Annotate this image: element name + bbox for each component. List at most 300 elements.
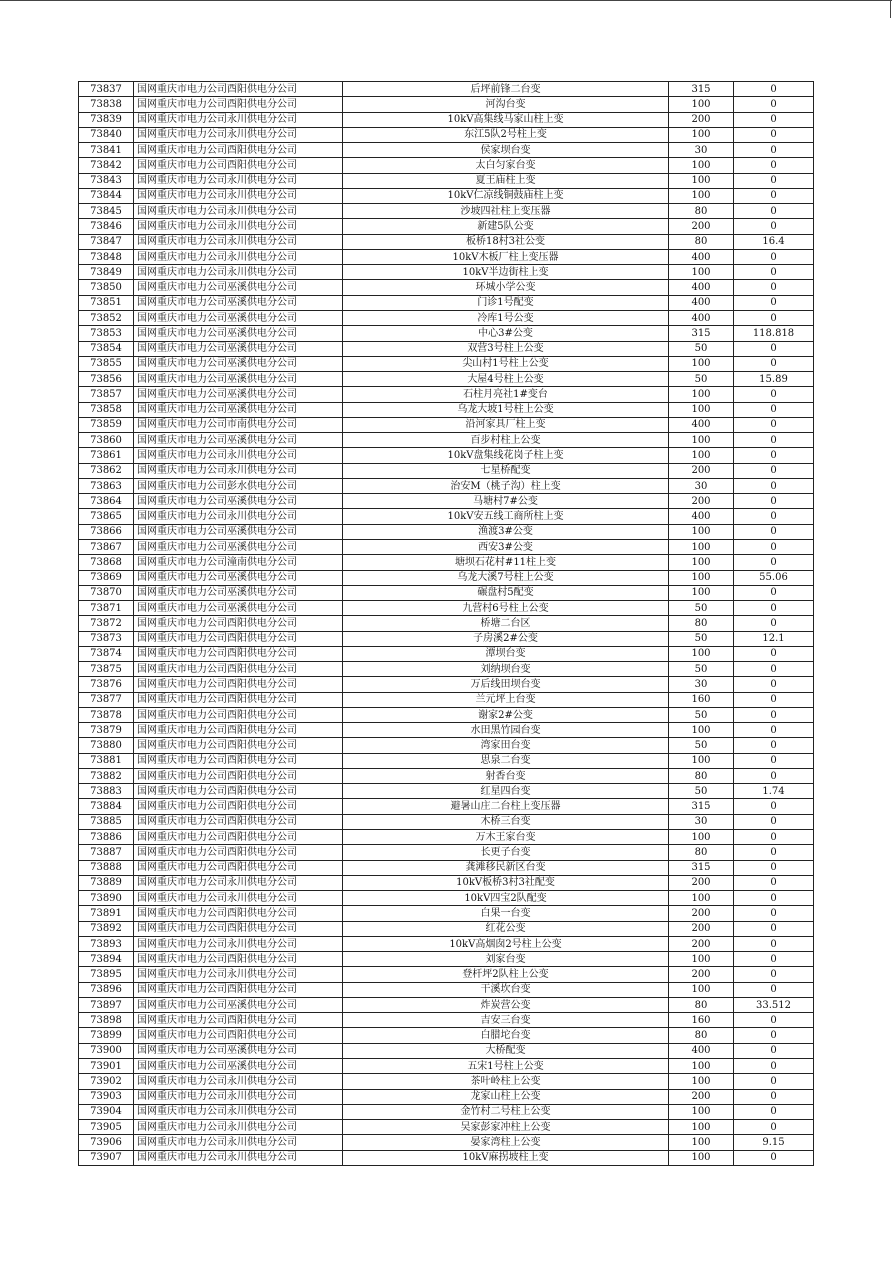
row-id-cell: 73873 — [79, 631, 134, 646]
table-row — [79, 1043, 814, 1058]
table-row — [79, 1089, 814, 1104]
row-id-cell: 73864 — [79, 494, 134, 509]
transformer-name-cell: 长更子台变 — [343, 845, 669, 860]
company-cell: 国网重庆市电力公司市南供电分公司 — [134, 417, 343, 432]
row-id-cell: 73853 — [79, 326, 134, 341]
transformer-name-cell: 白果一台变 — [343, 906, 669, 921]
value-cell: 0 — [734, 249, 814, 264]
row-id-cell: 73880 — [79, 738, 134, 753]
transformer-name-cell: 夏王庙柱上变 — [343, 173, 669, 188]
table-row — [79, 310, 814, 325]
capacity-cell: 100 — [669, 158, 734, 173]
transformer-name-cell: 河沟台变 — [343, 97, 669, 112]
transformer-name-cell: 刘家台变 — [343, 952, 669, 967]
table-row — [79, 509, 814, 524]
table-row — [79, 463, 814, 478]
company-cell: 国网重庆市电力公司酉阳供电分公司 — [134, 982, 343, 997]
row-id-cell: 73892 — [79, 921, 134, 936]
capacity-cell: 100 — [669, 433, 734, 448]
transformer-name-cell: 吉安三台变 — [343, 1013, 669, 1028]
value-cell: 0 — [734, 433, 814, 448]
transformer-name-cell: 东江5队2号柱上变 — [343, 127, 669, 142]
company-cell: 国网重庆市电力公司巫溪供电分公司 — [134, 387, 343, 402]
row-id-cell: 73876 — [79, 677, 134, 692]
row-id-cell: 73846 — [79, 219, 134, 234]
capacity-cell: 200 — [669, 875, 734, 890]
capacity-cell: 50 — [669, 601, 734, 616]
capacity-cell: 100 — [669, 1074, 734, 1089]
value-cell: 0 — [734, 356, 814, 371]
table-row — [79, 997, 814, 1012]
capacity-cell: 100 — [669, 448, 734, 463]
value-cell: 0 — [734, 967, 814, 982]
transformer-name-cell: 大桥配变 — [343, 1043, 669, 1058]
transformer-name-cell: 子房溪2#公变 — [343, 631, 669, 646]
row-id-cell: 73881 — [79, 753, 134, 768]
value-cell: 0 — [734, 952, 814, 967]
capacity-cell: 30 — [669, 814, 734, 829]
capacity-cell: 30 — [669, 677, 734, 692]
capacity-cell: 400 — [669, 295, 734, 310]
company-cell: 国网重庆市电力公司永川供电分公司 — [134, 936, 343, 951]
company-cell: 国网重庆市电力公司永川供电分公司 — [134, 1104, 343, 1119]
value-cell: 16.4 — [734, 234, 814, 249]
transformer-name-cell: 10kV仁凉线铜鼓庙柱上变 — [343, 188, 669, 203]
transformer-name-cell: 西安3#公变 — [343, 539, 669, 554]
company-cell: 国网重庆市电力公司巫溪供电分公司 — [134, 295, 343, 310]
value-cell: 1.74 — [734, 784, 814, 799]
value-cell: 0 — [734, 753, 814, 768]
table-row — [79, 1074, 814, 1089]
capacity-cell: 80 — [669, 845, 734, 860]
capacity-cell: 160 — [669, 692, 734, 707]
transformer-name-cell: 10kV盘集线花岗子柱上变 — [343, 448, 669, 463]
row-id-cell: 73872 — [79, 616, 134, 631]
company-cell: 国网重庆市电力公司酉阳供电分公司 — [134, 82, 343, 97]
transformer-name-cell: 红花公变 — [343, 921, 669, 936]
table-row — [79, 784, 814, 799]
value-cell: 0 — [734, 417, 814, 432]
table-row — [79, 387, 814, 402]
company-cell: 国网重庆市电力公司永川供电分公司 — [134, 967, 343, 982]
table-row — [79, 82, 814, 97]
value-cell: 0 — [734, 891, 814, 906]
capacity-cell: 100 — [669, 97, 734, 112]
value-cell: 0 — [734, 509, 814, 524]
value-cell: 0 — [734, 677, 814, 692]
value-cell: 0 — [734, 1074, 814, 1089]
company-cell: 国网重庆市电力公司酉阳供电分公司 — [134, 723, 343, 738]
row-id-cell: 73882 — [79, 768, 134, 783]
row-id-cell: 73890 — [79, 891, 134, 906]
value-cell: 118.818 — [734, 326, 814, 341]
transformer-name-cell: 10kV板桥3村3社配变 — [343, 875, 669, 890]
value-cell: 0 — [734, 1028, 814, 1043]
company-cell: 国网重庆市电力公司永川供电分公司 — [134, 1089, 343, 1104]
table-row — [79, 631, 814, 646]
value-cell: 0 — [734, 280, 814, 295]
value-cell: 0 — [734, 692, 814, 707]
table-row — [79, 891, 814, 906]
table-row — [79, 723, 814, 738]
transformer-name-cell: 10kV麻拐坡柱上变 — [343, 1150, 669, 1165]
capacity-cell: 200 — [669, 967, 734, 982]
table-row — [79, 173, 814, 188]
company-cell: 国网重庆市电力公司永川供电分公司 — [134, 1074, 343, 1089]
capacity-cell: 50 — [669, 372, 734, 387]
table-row — [79, 814, 814, 829]
value-cell: 0 — [734, 921, 814, 936]
value-cell: 0 — [734, 906, 814, 921]
capacity-cell: 100 — [669, 1104, 734, 1119]
company-cell: 国网重庆市电力公司永川供电分公司 — [134, 1120, 343, 1135]
transformer-name-cell: 板桥18村3社公变 — [343, 234, 669, 249]
capacity-cell: 400 — [669, 417, 734, 432]
value-cell: 0 — [734, 1059, 814, 1074]
table-row — [79, 707, 814, 722]
row-id-cell: 73847 — [79, 234, 134, 249]
table-row — [79, 662, 814, 677]
row-id-cell: 73838 — [79, 97, 134, 112]
company-cell: 国网重庆市电力公司巫溪供电分公司 — [134, 341, 343, 356]
transformer-name-cell: 中心3#公变 — [343, 326, 669, 341]
table-row — [79, 967, 814, 982]
value-cell: 0 — [734, 799, 814, 814]
row-id-cell: 73850 — [79, 280, 134, 295]
row-id-cell: 73851 — [79, 295, 134, 310]
table-row — [79, 830, 814, 845]
company-cell: 国网重庆市电力公司巫溪供电分公司 — [134, 310, 343, 325]
table-row — [79, 799, 814, 814]
company-cell: 国网重庆市电力公司巫溪供电分公司 — [134, 326, 343, 341]
row-id-cell: 73843 — [79, 173, 134, 188]
company-cell: 国网重庆市电力公司永川供电分公司 — [134, 234, 343, 249]
capacity-cell: 100 — [669, 188, 734, 203]
value-cell: 0 — [734, 768, 814, 783]
transformer-name-cell: 百步村柱上公变 — [343, 433, 669, 448]
company-cell: 国网重庆市电力公司巫溪供电分公司 — [134, 356, 343, 371]
transformer-name-cell: 思泉二台变 — [343, 753, 669, 768]
company-cell: 国网重庆市电力公司酉阳供电分公司 — [134, 753, 343, 768]
table-row — [79, 906, 814, 921]
value-cell: 0 — [734, 646, 814, 661]
value-cell: 0 — [734, 82, 814, 97]
transformer-name-cell: 红星四台变 — [343, 784, 669, 799]
transformer-name-cell: 双营3号柱上公变 — [343, 341, 669, 356]
row-id-cell: 73869 — [79, 570, 134, 585]
company-cell: 国网重庆市电力公司永川供电分公司 — [134, 1150, 343, 1165]
row-id-cell: 73868 — [79, 555, 134, 570]
value-cell: 0 — [734, 295, 814, 310]
table-row — [79, 616, 814, 631]
value-cell: 0 — [734, 341, 814, 356]
transformer-name-cell: 10kV木板厂柱上变压器 — [343, 249, 669, 264]
capacity-cell: 100 — [669, 173, 734, 188]
capacity-cell: 200 — [669, 112, 734, 127]
table-row — [79, 249, 814, 264]
table-row — [79, 143, 814, 158]
capacity-cell: 200 — [669, 494, 734, 509]
transformer-name-cell: 冷库1号公变 — [343, 310, 669, 325]
capacity-cell: 30 — [669, 478, 734, 493]
row-id-cell: 73865 — [79, 509, 134, 524]
company-cell: 国网重庆市电力公司永川供电分公司 — [134, 448, 343, 463]
value-cell: 0 — [734, 845, 814, 860]
transformer-name-cell: 谢家2#公变 — [343, 707, 669, 722]
transformer-name-cell: 乌龙大溪7号柱上公变 — [343, 570, 669, 585]
table-row — [79, 875, 814, 890]
row-id-cell: 73855 — [79, 356, 134, 371]
company-cell: 国网重庆市电力公司酉阳供电分公司 — [134, 906, 343, 921]
capacity-cell: 100 — [669, 265, 734, 280]
row-id-cell: 73862 — [79, 463, 134, 478]
table-row — [79, 601, 814, 616]
transformer-name-cell: 10kV高烟囱2号柱上公变 — [343, 936, 669, 951]
capacity-cell: 100 — [669, 982, 734, 997]
capacity-cell: 100 — [669, 585, 734, 600]
value-cell: 0 — [734, 448, 814, 463]
value-cell: 0 — [734, 1013, 814, 1028]
transformer-name-cell: 木桥三台变 — [343, 814, 669, 829]
row-id-cell: 73906 — [79, 1135, 134, 1150]
row-id-cell: 73857 — [79, 387, 134, 402]
table-row — [79, 555, 814, 570]
transformer-name-cell: 碾盘村5配变 — [343, 585, 669, 600]
value-cell: 0 — [734, 1120, 814, 1135]
row-id-cell: 73899 — [79, 1028, 134, 1043]
value-cell: 0 — [734, 830, 814, 845]
capacity-cell: 200 — [669, 921, 734, 936]
table-row — [79, 295, 814, 310]
table-row — [79, 768, 814, 783]
table-row — [79, 356, 814, 371]
row-id-cell: 73859 — [79, 417, 134, 432]
capacity-cell: 400 — [669, 509, 734, 524]
capacity-cell: 100 — [669, 753, 734, 768]
row-id-cell: 73884 — [79, 799, 134, 814]
company-cell: 国网重庆市电力公司酉阳供电分公司 — [134, 631, 343, 646]
row-id-cell: 73896 — [79, 982, 134, 997]
company-cell: 国网重庆市电力公司永川供电分公司 — [134, 463, 343, 478]
value-cell: 0 — [734, 814, 814, 829]
row-id-cell: 73888 — [79, 860, 134, 875]
table-row — [79, 448, 814, 463]
table-row — [79, 753, 814, 768]
company-cell: 国网重庆市电力公司巫溪供电分公司 — [134, 1043, 343, 1058]
table-row — [79, 341, 814, 356]
transformer-name-cell: 刘纳坝台变 — [343, 662, 669, 677]
company-cell: 国网重庆市电力公司巫溪供电分公司 — [134, 494, 343, 509]
capacity-cell: 100 — [669, 723, 734, 738]
row-id-cell: 73848 — [79, 249, 134, 264]
transformer-name-cell: 门诊1号配变 — [343, 295, 669, 310]
row-id-cell: 73893 — [79, 936, 134, 951]
value-cell: 0 — [734, 738, 814, 753]
capacity-cell: 50 — [669, 341, 734, 356]
value-cell: 12.1 — [734, 631, 814, 646]
transformer-name-cell: 晏家湾柱上公变 — [343, 1135, 669, 1150]
transformer-name-cell: 湾家田台变 — [343, 738, 669, 753]
value-cell: 0 — [734, 402, 814, 417]
row-id-cell: 73841 — [79, 143, 134, 158]
row-id-cell: 73840 — [79, 127, 134, 142]
company-cell: 国网重庆市电力公司酉阳供电分公司 — [134, 97, 343, 112]
company-cell: 国网重庆市电力公司巫溪供电分公司 — [134, 601, 343, 616]
transformer-name-cell: 大屋4号柱上公变 — [343, 372, 669, 387]
company-cell: 国网重庆市电力公司永川供电分公司 — [134, 219, 343, 234]
row-id-cell: 73887 — [79, 845, 134, 860]
transformer-name-cell: 登杆坪2队柱上公变 — [343, 967, 669, 982]
value-cell: 0 — [734, 112, 814, 127]
row-id-cell: 73886 — [79, 830, 134, 845]
table-row — [79, 860, 814, 875]
row-id-cell: 73863 — [79, 478, 134, 493]
capacity-cell: 100 — [669, 387, 734, 402]
value-cell: 0 — [734, 1104, 814, 1119]
value-cell: 0 — [734, 585, 814, 600]
transformer-name-cell: 金竹村二号柱上公变 — [343, 1104, 669, 1119]
row-id-cell: 73877 — [79, 692, 134, 707]
table-row — [79, 402, 814, 417]
table-row — [79, 158, 814, 173]
table-row — [79, 372, 814, 387]
row-id-cell: 73891 — [79, 906, 134, 921]
company-cell: 国网重庆市电力公司永川供电分公司 — [134, 112, 343, 127]
company-cell: 国网重庆市电力公司巫溪供电分公司 — [134, 570, 343, 585]
row-id-cell: 73860 — [79, 433, 134, 448]
capacity-cell: 100 — [669, 830, 734, 845]
table-row — [79, 921, 814, 936]
row-id-cell: 73852 — [79, 310, 134, 325]
company-cell: 国网重庆市电力公司永川供电分公司 — [134, 204, 343, 219]
company-cell: 国网重庆市电力公司巫溪供电分公司 — [134, 372, 343, 387]
row-id-cell: 73839 — [79, 112, 134, 127]
transformer-name-cell: 10kV高集线马家山柱上变 — [343, 112, 669, 127]
transformer-name-cell: 后坪前锋二台变 — [343, 82, 669, 97]
transformer-name-cell: 沙坡四社柱上变压器 — [343, 204, 669, 219]
row-id-cell: 73898 — [79, 1013, 134, 1028]
capacity-cell: 100 — [669, 539, 734, 554]
capacity-cell: 100 — [669, 356, 734, 371]
capacity-cell: 400 — [669, 310, 734, 325]
table-row — [79, 585, 814, 600]
capacity-cell: 50 — [669, 631, 734, 646]
value-cell: 0 — [734, 875, 814, 890]
transformer-name-cell: 茶叶岭柱上公变 — [343, 1074, 669, 1089]
row-id-cell: 73867 — [79, 539, 134, 554]
company-cell: 国网重庆市电力公司巫溪供电分公司 — [134, 539, 343, 554]
transformer-name-cell: 龙家山柱上公变 — [343, 1089, 669, 1104]
company-cell: 国网重庆市电力公司酉阳供电分公司 — [134, 662, 343, 677]
company-cell: 国网重庆市电力公司巫溪供电分公司 — [134, 585, 343, 600]
company-cell: 国网重庆市电力公司酉阳供电分公司 — [134, 845, 343, 860]
transformer-name-cell: 万后线田坝台变 — [343, 677, 669, 692]
table-row — [79, 738, 814, 753]
transformer-name-cell: 治安M（桃子沟）柱上变 — [343, 478, 669, 493]
row-id-cell: 73885 — [79, 814, 134, 829]
value-cell: 0 — [734, 860, 814, 875]
table-row — [79, 524, 814, 539]
company-cell: 国网重庆市电力公司巫溪供电分公司 — [134, 997, 343, 1012]
table-row — [79, 494, 814, 509]
capacity-cell: 100 — [669, 555, 734, 570]
value-cell: 0 — [734, 555, 814, 570]
transformer-name-cell: 兰元坪上台变 — [343, 692, 669, 707]
table-row — [79, 433, 814, 448]
value-cell: 0 — [734, 97, 814, 112]
row-id-cell: 73866 — [79, 524, 134, 539]
value-cell: 0 — [734, 1089, 814, 1104]
row-id-cell: 73902 — [79, 1074, 134, 1089]
transformer-name-cell: 龚滩移民新区台变 — [343, 860, 669, 875]
company-cell: 国网重庆市电力公司酉阳供电分公司 — [134, 830, 343, 845]
company-cell: 国网重庆市电力公司酉阳供电分公司 — [134, 738, 343, 753]
capacity-cell: 100 — [669, 891, 734, 906]
row-id-cell: 73861 — [79, 448, 134, 463]
table-row — [79, 646, 814, 661]
transformer-name-cell: 避暑山庄二台柱上变压器 — [343, 799, 669, 814]
transformer-table — [78, 81, 814, 1166]
value-cell: 0 — [734, 616, 814, 631]
table-row — [79, 1013, 814, 1028]
capacity-cell: 100 — [669, 1135, 734, 1150]
table-row — [79, 265, 814, 280]
company-cell: 国网重庆市电力公司永川供电分公司 — [134, 173, 343, 188]
value-cell: 0 — [734, 173, 814, 188]
transformer-name-cell: 塘坝石花村#11柱上变 — [343, 555, 669, 570]
company-cell: 国网重庆市电力公司巫溪供电分公司 — [134, 402, 343, 417]
row-id-cell: 73900 — [79, 1043, 134, 1058]
company-cell: 国网重庆市电力公司巫溪供电分公司 — [134, 1059, 343, 1074]
page-top-border — [0, 0, 892, 1]
table-row — [79, 692, 814, 707]
row-id-cell: 73870 — [79, 585, 134, 600]
company-cell: 国网重庆市电力公司酉阳供电分公司 — [134, 768, 343, 783]
company-cell: 国网重庆市电力公司永川供电分公司 — [134, 127, 343, 142]
table-row — [79, 219, 814, 234]
row-id-cell: 73894 — [79, 952, 134, 967]
transformer-name-cell: 潭坝台变 — [343, 646, 669, 661]
value-cell: 0 — [734, 494, 814, 509]
transformer-name-cell: 10kV安五线工商所柱上变 — [343, 509, 669, 524]
transformer-name-cell: 马塘村7#公变 — [343, 494, 669, 509]
company-cell: 国网重庆市电力公司巫溪供电分公司 — [134, 524, 343, 539]
company-cell: 国网重庆市电力公司酉阳供电分公司 — [134, 1013, 343, 1028]
transformer-name-cell: 七星桥配变 — [343, 463, 669, 478]
value-cell: 0 — [734, 524, 814, 539]
table-row — [79, 982, 814, 997]
value-cell: 9.15 — [734, 1135, 814, 1150]
value-cell: 0 — [734, 158, 814, 173]
company-cell: 国网重庆市电力公司永川供电分公司 — [134, 249, 343, 264]
company-cell: 国网重庆市电力公司酉阳供电分公司 — [134, 784, 343, 799]
transformer-name-cell: 太白匀家台变 — [343, 158, 669, 173]
value-cell: 0 — [734, 936, 814, 951]
capacity-cell: 200 — [669, 936, 734, 951]
transformer-name-cell: 白腊坨台变 — [343, 1028, 669, 1043]
company-cell: 国网重庆市电力公司永川供电分公司 — [134, 1135, 343, 1150]
company-cell: 国网重庆市电力公司永川供电分公司 — [134, 891, 343, 906]
table-row — [79, 539, 814, 554]
company-cell: 国网重庆市电力公司酉阳供电分公司 — [134, 860, 343, 875]
capacity-cell: 100 — [669, 952, 734, 967]
capacity-cell: 100 — [669, 402, 734, 417]
table-row — [79, 97, 814, 112]
row-id-cell: 73903 — [79, 1089, 134, 1104]
value-cell: 0 — [734, 143, 814, 158]
company-cell: 国网重庆市电力公司彭水供电分公司 — [134, 478, 343, 493]
transformer-name-cell: 五宋1号柱上公变 — [343, 1059, 669, 1074]
